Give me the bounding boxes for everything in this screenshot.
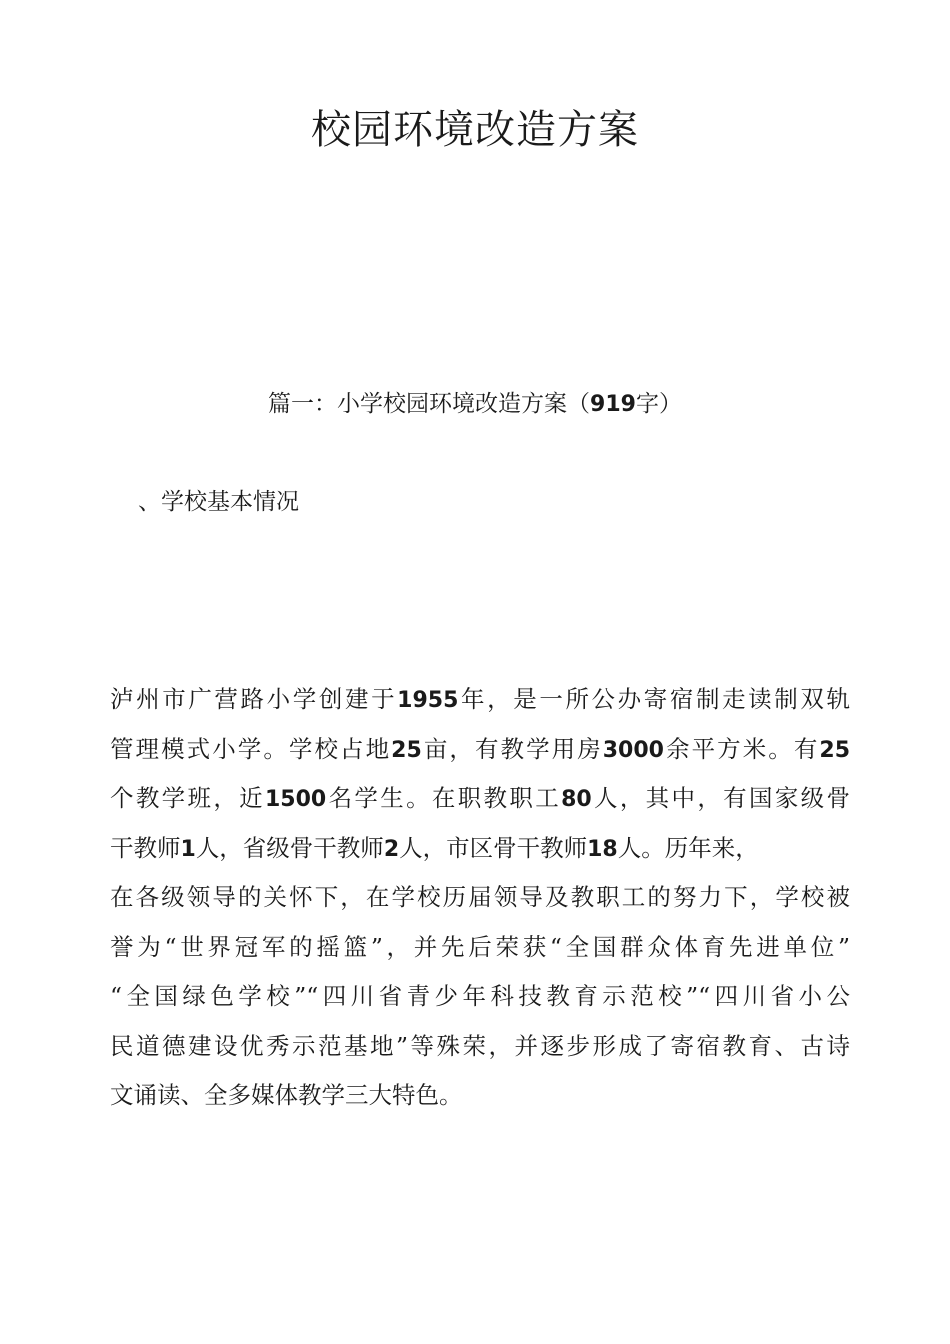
text-run: 余平方米。有 <box>663 734 820 763</box>
number-run: 25 <box>391 737 422 763</box>
paragraph-line: 在各级领导的关怀下，在学校历届领导及教职工的努力下，学校被 <box>110 883 850 911</box>
number-run: 3000 <box>602 737 664 763</box>
text-run: 管理模式小学。学校占地 <box>110 734 392 763</box>
text-run: 泸州市广营路小学创建于 <box>110 685 398 713</box>
number-run: 1 <box>180 836 196 862</box>
text-run: 人，其中，有国家级骨 <box>591 784 851 812</box>
number-run: 1500 <box>265 787 327 812</box>
number-run: 25 <box>819 737 851 763</box>
text-run: 人。历年来， <box>617 833 759 862</box>
number-run: 18 <box>587 836 618 862</box>
article-subtitle <box>0 386 950 423</box>
text-run: 名学生。在职教职工 <box>326 784 562 812</box>
number-run: 80 <box>561 787 592 812</box>
paragraph-line: 民道德建设优秀示范基地”等殊荣，并逐步形成了寄宿教育、古诗 <box>110 1031 850 1060</box>
text-run: 年，是一所公办寄宿制走读制双轨 <box>458 685 851 713</box>
number-run: 2 <box>383 836 400 862</box>
paragraph-line: 文诵读、全多媒体教学三大特色。 <box>110 1081 463 1109</box>
subtitle-text: 篇一：小学校园环境改造方案（ <box>268 391 591 417</box>
number-run: 1955 <box>397 688 459 713</box>
paragraph-line <box>110 776 850 826</box>
text-run: 干教师 <box>110 833 181 862</box>
document-title: 校园环境改造方案 <box>311 107 639 153</box>
subtitle-suffix: 字） <box>635 391 682 417</box>
section-heading: 、学校基本情况 <box>138 489 299 515</box>
text-run: 人，市区骨干教师 <box>399 833 588 862</box>
text-run: 人，省级骨干教师 <box>195 833 384 862</box>
subtitle-word-count: 919 <box>590 392 636 417</box>
body-paragraph <box>110 677 850 1123</box>
paragraph-line <box>110 727 850 777</box>
paragraph-line <box>110 677 850 727</box>
paragraph-line: “全国绿色学校”“四川省青少年科技教育示范校”“四川省小公 <box>110 982 850 1010</box>
paragraph-line <box>110 826 850 876</box>
text-run: 亩，有教学用房 <box>421 734 603 763</box>
text-run: 个教学班，近 <box>110 784 265 812</box>
paragraph-line: 誉为“世界冠军的摇篮”，并先后荣获“全国群众体育先进单位” <box>110 932 850 961</box>
